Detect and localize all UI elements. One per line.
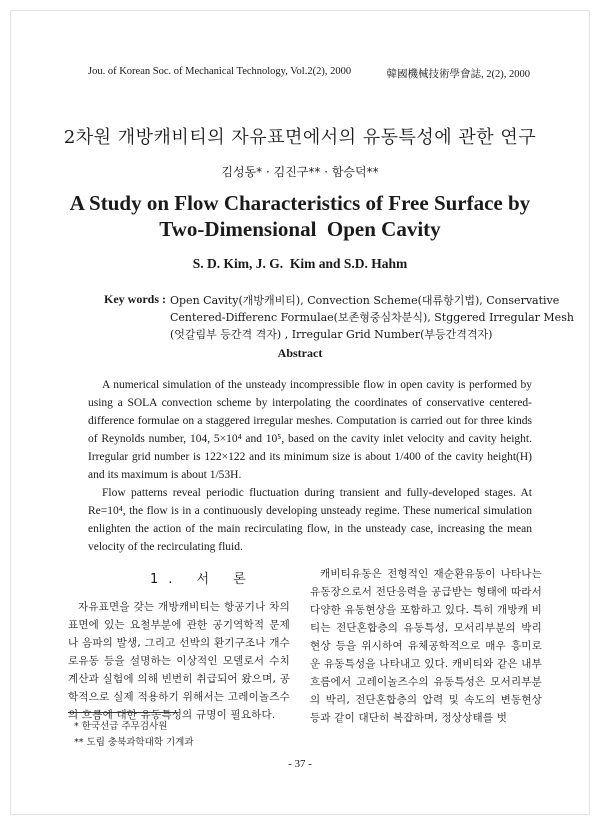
title-english-line2: Two-Dimensional Open Cavity — [159, 217, 441, 241]
footnote: ** 도립 충북과학대학 기계과 — [74, 737, 194, 748]
journal-header-en: Jou. of Korean Soc. of Mechanical Technology, Vol.2(2), 2000 — [88, 66, 352, 77]
journal-header-ko: 韓國機械技術學會誌, 2(2), 2000 — [386, 69, 530, 80]
footnote-rule — [68, 712, 178, 713]
keywords-list — [170, 292, 574, 343]
body-paragraph: 자유표면을 갖는 개방캐비티는 항공기나 차의 표면에 있는 요철부분에 관한 공기역학적 문제나 음파의 발생, 그리고 선박의 환기구조나 개수로유동 등을 설명하는 이상적인 모델로서 수치계산과 실험에 의해 빈번히 취급되어 왔으며, 공학적으로 실제 적용하기 위해서는 고레이놀즈수의 흐름에 대한 유동특성의 규명이 필요하다. — [68, 601, 290, 721]
authors-english: S. D. Kim, J. G. Kim and S.D. Hahm — [192, 256, 408, 271]
body-paragraph: 캐비티유동은 전형적인 재순환유동이 나타나는 유동장으로서 전단응력을 공급받는 형태에 따라서 다양한 유동현상을 포함하고 있다. 특히 개방캐 비티는 전단혼합층의 유동특성, 모서리부분의 박리현상 등을 위시하여 유체공학적으로 매우 흥미로운 유동특성을 나타내고 있다. 캐비티와 같은 내부흐름에서 고레이놀즈수의 유동특성은 모서리부분의 박리, 전단혼합층의 압력 및 속도의 변동현상 등과 같이 대단히 복잡하며, 정상상태를 벗 — [310, 568, 542, 724]
section-heading-introduction: 1. 서 론 — [150, 572, 256, 587]
abstract-paragraph: Flow patterns reveal periodic fluctuation during transient and fully-developed stages. At Re=10⁴, the flow is in a continuously developing unsteady regime. These numerical simulation enlighten the action of the main recirculating flow, in the unsteady case, increasing the mean velocity of the recirculating fluid. — [88, 487, 532, 553]
body-column-right — [310, 565, 542, 727]
title-english — [0, 190, 600, 242]
keywords-line: Centered-Differenc Formulae(보존형중심차분식), Stggered Irregular Mesh — [170, 311, 574, 324]
title-korean: 2차원 개방캐비티의 자유표면에서의 유동특성에 관한 연구 — [63, 127, 537, 148]
keywords-label: Key words : — [104, 292, 166, 306]
abstract-heading: Abstract — [277, 346, 323, 360]
abstract-paragraph: A numerical simulation of the unsteady incompressible flow in open cavity is performed by using a SOLA convection scheme by interpolating the coordinates of conservative centered-difference formulae on a staggered irregular meshes. Computation is carried out for three kinds of Reynolds number, 104, 5×10⁴ and 10⁵, based on the cavity inlet velocity and cavity height. Irregular grid number is 122×122 and its minimum size is about 1/400 of the cavity height(H) and its maximum is about 1/53H. — [88, 379, 532, 481]
footnote: * 한국선급 주무검사원 — [74, 721, 168, 732]
keywords-line: Open Cavity(개방캐비티), Convection Scheme(대류항기법), Conservative — [170, 294, 560, 307]
authors-korean: 김성동* · 김진구** · 함승덕** — [221, 165, 379, 179]
body-column-left — [68, 598, 290, 724]
page-number: - 37 - — [288, 758, 312, 770]
title-english-line1: A Study on Flow Characteristics of Free Surface by — [69, 191, 531, 215]
abstract-body — [88, 376, 532, 556]
keywords-line: (엇갈림부 등간격 격자) , Irregular Grid Number(부등간격격자) — [170, 328, 493, 341]
